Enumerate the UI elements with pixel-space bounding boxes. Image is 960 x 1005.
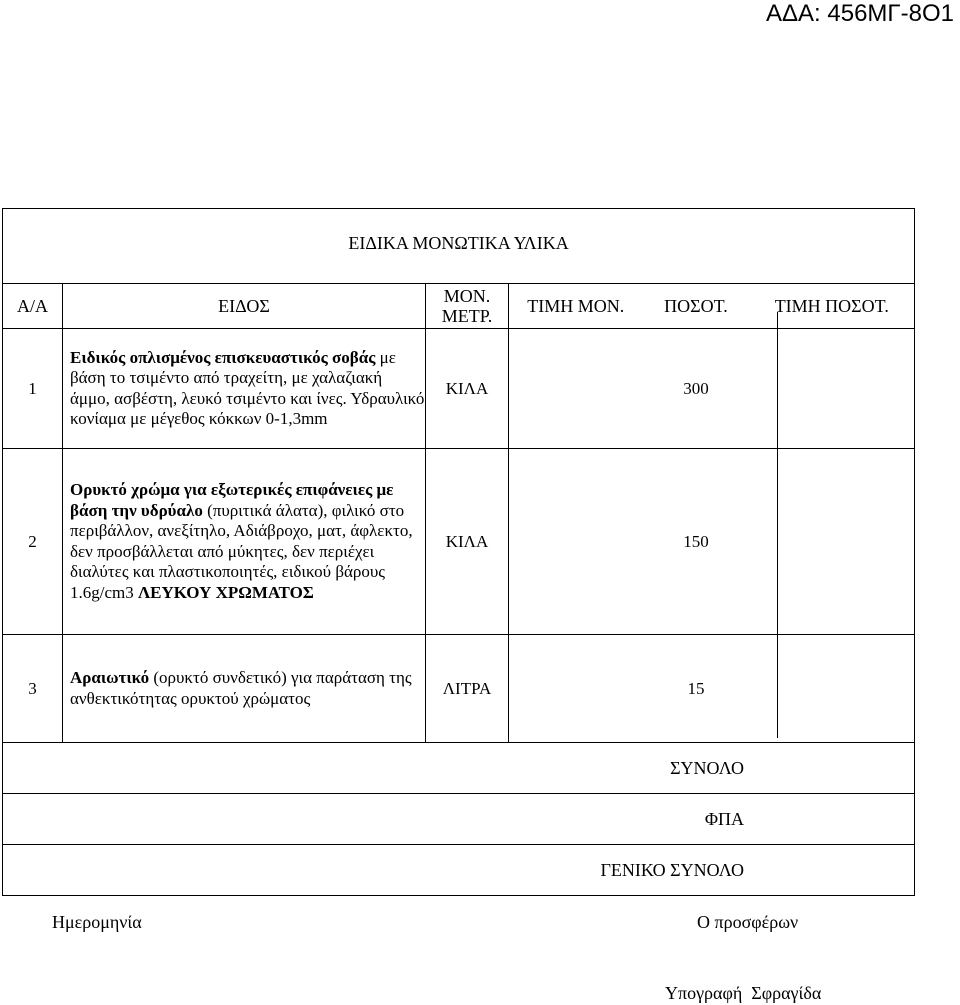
row-item-bold: Ειδικός οπλισμένος επισκευαστικός σοβάς — [70, 347, 376, 367]
row-item-tail: ΛΕΥΚΟΥ ΧΡΩΜΑΤΟΣ — [133, 582, 314, 602]
row-aa: 3 — [3, 635, 63, 743]
row-item-rest: (ορυκτό συνδετικό) για παράταση της ανθεκτικότητας ορυκτού χρώματος — [70, 668, 412, 708]
row-item — [63, 329, 426, 449]
row-item-rest: με βάση το τσιμέντο από τραχείτη, με χαλαζιακή άμμο, ασβέστη, λευκό τσιμέντο και ίνες. Υδραυλικό κονίαμα με μέγεθος κόκκων 0-1,3mm — [70, 347, 425, 428]
header-unit: ΜΟΝ. ΜΕΤΡ. — [426, 284, 509, 329]
totals-row-grand — [3, 845, 915, 896]
row-item — [63, 449, 426, 635]
row-item-bold: Αραιωτικό — [70, 668, 150, 687]
row-aa: 1 — [3, 329, 63, 449]
header-unit-price: ΤΙΜΗ ΜΟΝ. — [509, 284, 643, 329]
price-table — [2, 208, 915, 896]
ada-code: ΑΔΑ: 456ΜΓ-8Ο1 — [766, 0, 954, 27]
date-label: Ημερομηνία — [52, 912, 142, 932]
row-item-rest: (πυριτικά άλατα), φιλικό στο περιβάλλον, ανεξίτηλο, Αδιάβροχο, ματ, άφλεκτο, δεν προσβάλλεται από μύκητες, δεν περιέχει διαλύτες και πλαστικοποιητές, ειδικού βάρους 1.6g/cm3 — [70, 500, 413, 602]
row-total-price — [750, 635, 915, 743]
row-total-price — [750, 329, 915, 449]
row-unit-price — [509, 329, 643, 449]
offeror-label: Ο προσφέρων — [697, 912, 799, 932]
row-item-bold: Ορυκτό χρώμα για εξωτερικές επιφάνειες με βάση την υδρύαλο — [70, 480, 394, 520]
row-unit: ΚΙΛΑ — [426, 449, 509, 635]
signature-stamp-label: Υπογραφή Σφραγίδα — [665, 983, 822, 1003]
row-quantity: 15 — [643, 635, 750, 743]
column-divider — [777, 312, 778, 738]
row-unit: ΚΙΛΑ — [426, 329, 509, 449]
row-unit-price — [509, 449, 643, 635]
row-unit: ΛΙΤΡΑ — [426, 635, 509, 743]
sum-label: ΣΥΝΟΛΟ — [3, 743, 915, 794]
row-unit-price — [509, 635, 643, 743]
totals-row-sum — [3, 743, 915, 794]
row-total-price — [750, 449, 915, 635]
row-quantity: 150 — [643, 449, 750, 635]
header-aa: Α/Α — [3, 284, 63, 329]
vat-label: ΦΠΑ — [3, 794, 915, 845]
header-total-price: ΤΙΜΗ ΠΟΣΟΤ. — [750, 284, 915, 329]
row-aa: 2 — [3, 449, 63, 635]
header-quantity: ΠΟΣΟΤ. — [643, 284, 750, 329]
grand-total-label: ΓΕΝΙΚΟ ΣΥΝΟΛΟ — [3, 845, 915, 896]
totals-row-vat — [3, 794, 915, 845]
row-item — [63, 635, 426, 743]
row-quantity: 300 — [643, 329, 750, 449]
table-title: ΕΙΔΙΚΑ ΜΟΝΩΤΙΚΑ ΥΛΙΚΑ — [3, 209, 915, 284]
header-item: ΕΙΔΟΣ — [63, 284, 426, 329]
